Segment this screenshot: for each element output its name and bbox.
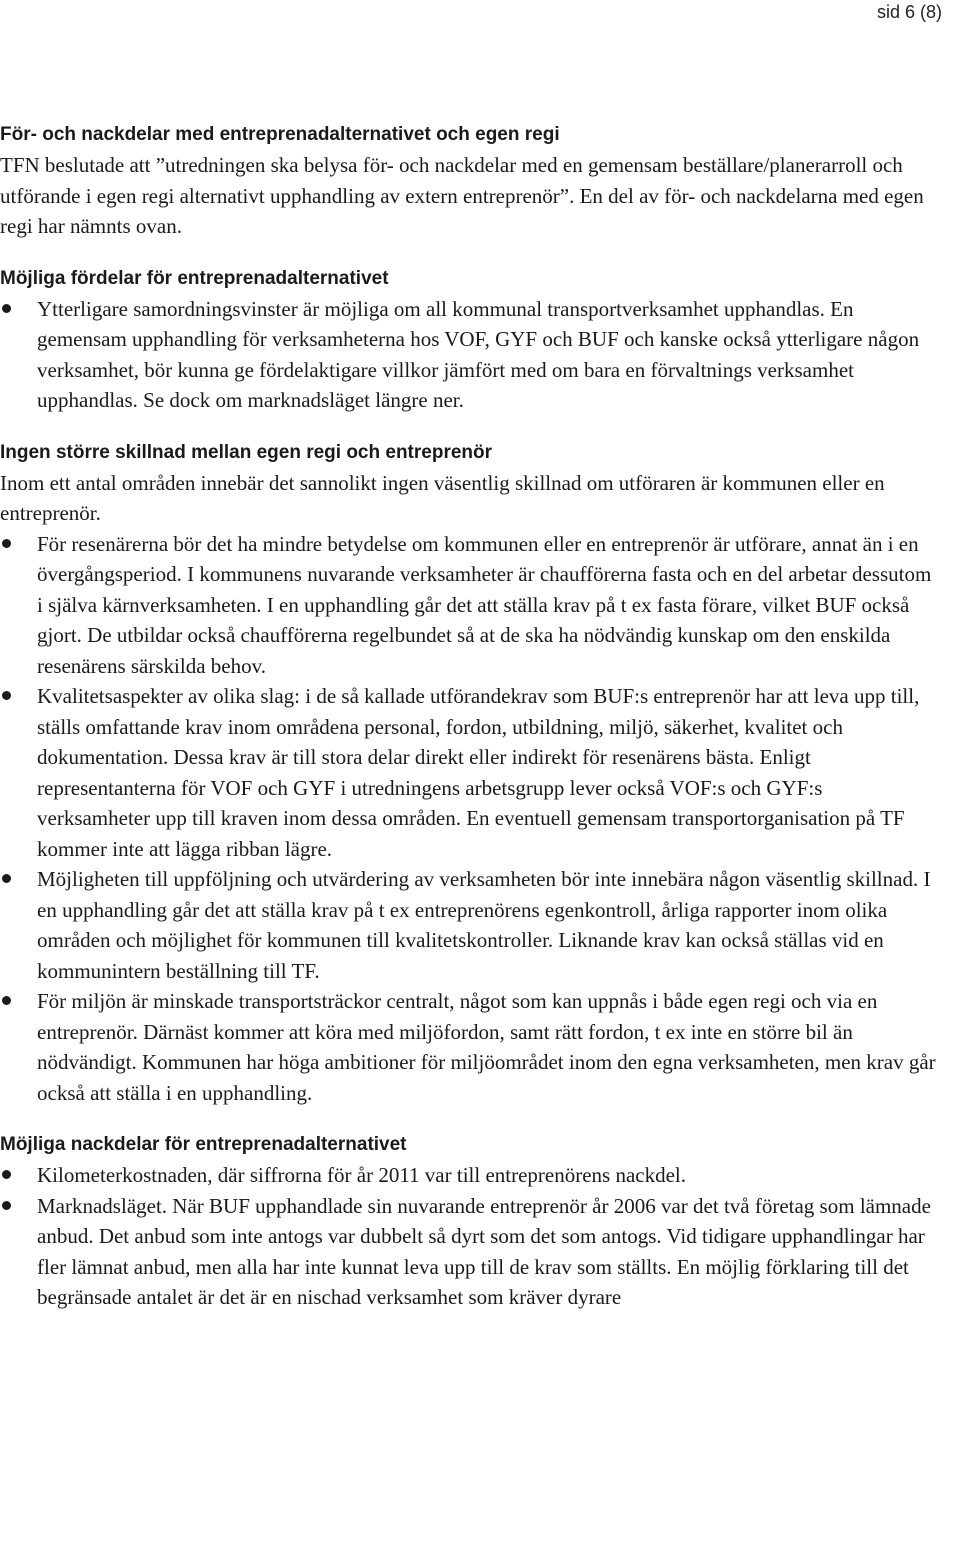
bullet-icon bbox=[2, 539, 11, 548]
no-difference-heading: Ingen större skillnad mellan egen regi och entreprenör bbox=[0, 441, 493, 463]
bullet-icon bbox=[2, 304, 11, 313]
list-item-text: För resenärerna bör det ha mindre betydelse om kommunen eller en entreprenör är utförare, annat än i en övergångsperiod. I kommunens nuvarande verksamheter är chaufförerna fasta och en del arbetar dessutom i själva kärnverksamheten. I en upphandling går det att ställa krav på t ex fasta förare, vilket BUF också gjort. De utbildar också chaufförerna regelbundet så at de ska ha nödvändig kunskap om den enskilda resenärens särskilda behov. bbox=[37, 531, 932, 678]
advantages-heading: Möjliga fördelar för entreprenadalternativet bbox=[0, 267, 389, 289]
document-body bbox=[0, 120, 940, 1313]
bullet-icon bbox=[2, 1170, 11, 1179]
disadvantages-list bbox=[0, 1160, 940, 1313]
list-item-text: Möjligheten till uppföljning och utvärdering av verksamheten bör inte innebära någon väsentlig skillnad. I en upphandling går det att ställa krav på t ex entreprenörens egenkontroll, årliga rapporter inom olika områden och möjlighet för kommunen till kvalitetskontroller. Liknande krav kan också ställas vid en kommunintern beställning till TF. bbox=[37, 867, 931, 983]
intro-paragraph: TFN beslutade att ”utredningen ska belysa för- och nackdelar med en gemensam beställare/planerarroll och utförande i egen regi alternativt upphandling av extern entreprenör”. En del av för- och nackdelarna med egen regi har nämnts ovan. bbox=[0, 153, 924, 238]
list-item bbox=[0, 529, 940, 682]
advantages-list bbox=[0, 294, 940, 416]
list-item bbox=[0, 1191, 940, 1313]
list-item bbox=[0, 294, 940, 416]
no-difference-list bbox=[0, 529, 940, 1109]
disadvantages-heading: Möjliga nackdelar för entreprenadalternativet bbox=[0, 1134, 407, 1155]
bullet-icon bbox=[2, 996, 11, 1005]
list-item bbox=[0, 986, 940, 1108]
section-heading-pros-cons: För- och nackdelar med entreprenadalternativet och egen regi bbox=[0, 124, 560, 145]
bullet-icon bbox=[2, 874, 11, 883]
list-item-text: Kvalitetsaspekter av olika slag: i de så kallade utförandekrav som BUF:s entreprenör har att leva upp till, ställs omfattande krav inom områdena personal, fordon, utbildning, miljö, säkerhet, kvalitet och dokumentation. Dessa krav är till stora delar direkt eller indirekt för resenärens bästa. Enligt representanterna för VOF och GYF i utredningens arbetsgrupp lever också VOF:s och GYF:s verksamheter upp till kraven inom dessa områden. En eventuell gemensam transportorganisation på TF kommer inte att lägga ribban lägre. bbox=[37, 684, 920, 861]
page-number: sid 6 (8) bbox=[876, 2, 942, 22]
no-difference-paragraph: Inom ett antal områden innebär det sannolikt ingen väsentlig skillnad om utföraren är kommunen eller en entreprenör. bbox=[0, 470, 885, 525]
list-item bbox=[0, 1160, 940, 1191]
list-item-text: Ytterligare samordningsvinster är möjliga om all kommunal transportverksamhet upphandlas. En gemensam upphandling för verksamheterna hos VOF, GYF och BUF och kanske också ytterligare någon verksamhet, bör kunna ge fördelaktigare villkor jämfört med om bara en förvaltnings verksamhet upphandlas. Se dock om marknadsläget längre ner. bbox=[37, 296, 920, 412]
list-item bbox=[0, 681, 940, 864]
bullet-icon bbox=[2, 691, 11, 700]
list-item-text: För miljön är minskade transportsträckor centralt, något som kan uppnås i både egen regi och via en entreprenör. Därnäst kommer att köra med miljöfordon, samt rätt fordon, t ex inte en större bil än nödvändigt. Kommunen har höga ambitioner för miljöområdet inom den egna verksamheten, men krav går också att ställa i en upphandling. bbox=[37, 989, 936, 1105]
list-item-text: Marknadsläget. När BUF upphandlade sin nuvarande entreprenör år 2006 var det två företag som lämnade anbud. Det anbud som inte antogs var dubbelt så dyrt som det som antogs. Vid tidigare upphandlingar har fler lämnat anbud, men alla har inte kunnat leva upp till de krav som ställts. En möjlig förklaring till det begränsade antalet är det är en nischad verksamhet som kräver dyrare bbox=[37, 1193, 931, 1309]
bullet-icon bbox=[2, 1201, 11, 1210]
list-item-text: Kilometerkostnaden, där siffrorna för år 2011 var till entreprenörens nackdel. bbox=[37, 1163, 687, 1187]
list-item bbox=[0, 864, 940, 986]
